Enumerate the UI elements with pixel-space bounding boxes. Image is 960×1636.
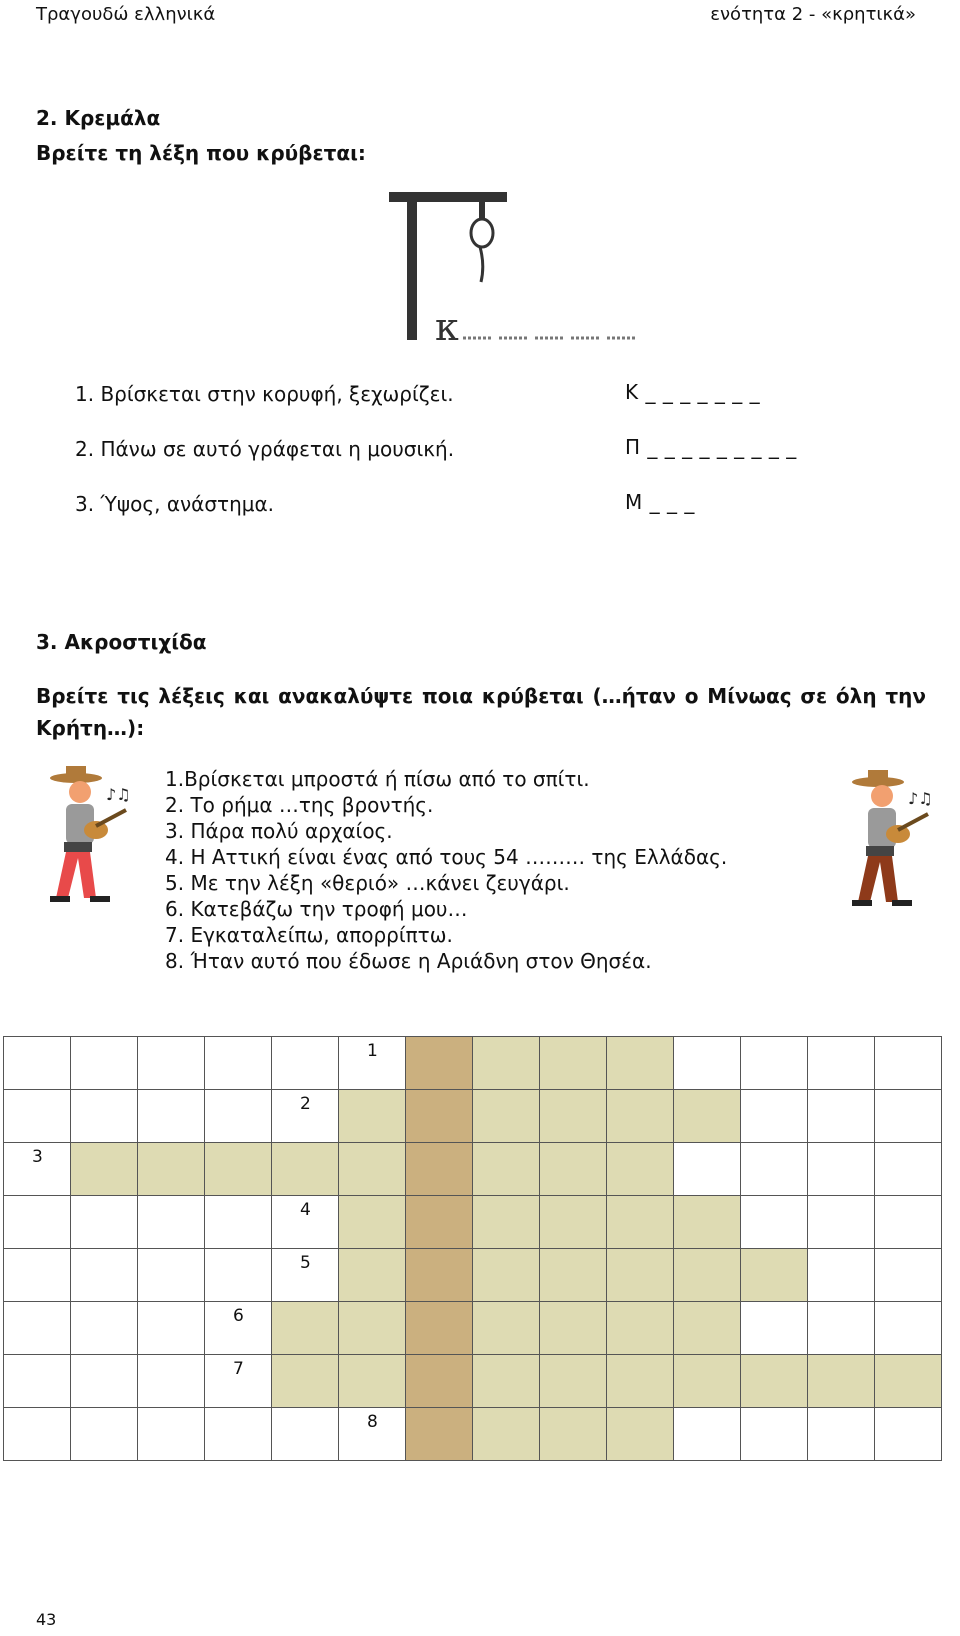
grid-row-number: 6 [233, 1306, 244, 1326]
acrostic-clue-6: 6. Κατεβάζω την τροφή μου… [165, 897, 468, 921]
grid-cell-answer[interactable] [741, 1249, 808, 1302]
hangman-pattern-2: Π _ _ _ _ _ _ _ _ _ [625, 435, 797, 459]
grid-cell-empty [138, 1196, 205, 1249]
grid-cell-empty [808, 1037, 875, 1090]
grid-cell-answer[interactable] [339, 1090, 406, 1143]
grid-row-number: 8 [367, 1412, 378, 1432]
grid-cell-empty [4, 1249, 71, 1302]
musician-left-illustration [34, 764, 134, 908]
acrostic-clue-5: 5. Με την λέξη «θεριό» …κάνει ζευγάρι. [165, 871, 570, 895]
grid-cell-answer[interactable] [473, 1355, 540, 1408]
grid-cell-key[interactable] [406, 1302, 473, 1355]
grid-cell-empty [205, 1355, 272, 1408]
musician-right-illustration [836, 768, 936, 912]
grid-cell-answer[interactable] [339, 1249, 406, 1302]
grid-row-number: 3 [32, 1147, 43, 1167]
grid-cell-empty [808, 1090, 875, 1143]
rope-end [480, 247, 483, 282]
grid-cell-empty [272, 1249, 339, 1302]
acrostic-instruction: Βρείτε τις λέξεις και ανακαλύψτε ποια κρύβεται (…ήταν ο Μίνωας σε όλη την Κρήτη…): [36, 684, 926, 740]
grid-cell-answer[interactable] [339, 1302, 406, 1355]
grid-cell-empty [875, 1408, 942, 1461]
grid-cell-empty [138, 1302, 205, 1355]
grid-cell-answer[interactable] [540, 1143, 607, 1196]
grid-cell-empty [71, 1408, 138, 1461]
grid-cell-empty [875, 1090, 942, 1143]
grid-cell-answer[interactable] [473, 1090, 540, 1143]
grid-cell-answer[interactable] [741, 1355, 808, 1408]
grid-cell-empty [4, 1355, 71, 1408]
grid-cell-empty [339, 1037, 406, 1090]
grid-cell-empty [138, 1355, 205, 1408]
grid-cell-answer[interactable] [540, 1302, 607, 1355]
grid-cell-answer[interactable] [607, 1037, 674, 1090]
grid-row-6 [4, 1302, 942, 1355]
noose-icon [471, 219, 493, 247]
grid-cell-empty [808, 1143, 875, 1196]
acrostic-clue-4: 4. Η Αττική είναι ένας από τους 54 ……… της Ελλάδας. [165, 845, 728, 869]
grid-cell-empty [71, 1249, 138, 1302]
grid-cell-empty [4, 1302, 71, 1355]
acrostic-clue-3: 3. Πάρα πολύ αρχαίος. [165, 819, 393, 843]
hangman-clue-1: 1. Βρίσκεται στην κορυφή, ξεχωρίζει. [75, 382, 454, 406]
grid-cell-empty [205, 1090, 272, 1143]
grid-cell-answer[interactable] [272, 1302, 339, 1355]
grid-cell-empty [272, 1090, 339, 1143]
grid-cell-empty [71, 1037, 138, 1090]
hangman-clue-2: 2. Πάνω σε αυτό γράφεται η μουσική. [75, 437, 455, 461]
grid-cell-empty [674, 1037, 741, 1090]
grid-row-4 [4, 1196, 942, 1249]
grid-cell-empty [205, 1037, 272, 1090]
grid-cell-answer[interactable] [473, 1408, 540, 1461]
grid-cell-answer[interactable] [607, 1143, 674, 1196]
grid-cell-empty [138, 1249, 205, 1302]
grid-cell-answer[interactable] [808, 1355, 875, 1408]
grid-cell-answer[interactable] [71, 1143, 138, 1196]
grid-cell-empty [808, 1408, 875, 1461]
grid-cell-empty [339, 1408, 406, 1461]
grid-cell-empty [808, 1249, 875, 1302]
grid-cell-empty [808, 1196, 875, 1249]
gallows-rope [479, 198, 485, 218]
grid-cell-answer[interactable] [272, 1355, 339, 1408]
grid-cell-answer[interactable] [674, 1355, 741, 1408]
grid-cell-empty [674, 1143, 741, 1196]
grid-row-number: 5 [300, 1253, 311, 1273]
grid-cell-answer[interactable] [540, 1249, 607, 1302]
grid-cell-empty [741, 1143, 808, 1196]
grid-cell-answer[interactable] [339, 1196, 406, 1249]
gallows-beam [389, 192, 507, 202]
hangman-pattern-3: Μ _ _ _ [625, 490, 695, 514]
grid-cell-answer[interactable] [607, 1302, 674, 1355]
grid-cell-answer[interactable] [540, 1090, 607, 1143]
grid-cell-empty [272, 1037, 339, 1090]
grid-cell-empty [875, 1143, 942, 1196]
acrostic-clue-2: 2. Το ρήμα …της βροντής. [165, 793, 434, 817]
page-number: 43 [36, 1610, 57, 1629]
grid-cell-empty [4, 1196, 71, 1249]
grid-row-number: 4 [300, 1200, 311, 1220]
grid-cell-empty [205, 1408, 272, 1461]
hangman-pattern-1: Κ _ _ _ _ _ _ _ [625, 380, 761, 404]
grid-cell-key[interactable] [406, 1249, 473, 1302]
acrostic-clue-1: 1.Βρίσκεται μπροστά ή πίσω από το σπίτι. [165, 767, 590, 791]
grid-cell-answer[interactable] [473, 1037, 540, 1090]
header-left: Τραγουδώ ελληνικά [36, 4, 216, 25]
grid-cell-empty [138, 1037, 205, 1090]
grid-cell-answer[interactable] [473, 1302, 540, 1355]
acrostic-grid [3, 1036, 942, 1461]
grid-row-number: 1 [367, 1041, 378, 1061]
grid-cell-empty [741, 1037, 808, 1090]
acrostic-clue-8: 8. Ήταν αυτό που έδωσε η Αριάδνη στον Θησέα. [165, 949, 652, 973]
grid-cell-empty [741, 1408, 808, 1461]
grid-row-1 [4, 1037, 942, 1090]
grid-cell-key[interactable] [406, 1196, 473, 1249]
grid-cell-empty [741, 1196, 808, 1249]
grid-row-3 [4, 1143, 942, 1196]
grid-cell-empty [205, 1249, 272, 1302]
acrostic-heading: 3. Ακροστιχίδα [36, 630, 207, 654]
grid-cell-empty [71, 1090, 138, 1143]
grid-cell-empty [71, 1302, 138, 1355]
grid-cell-key[interactable] [406, 1408, 473, 1461]
grid-cell-empty [875, 1037, 942, 1090]
grid-cell-empty [875, 1302, 942, 1355]
grid-cell-answer[interactable] [607, 1090, 674, 1143]
grid-cell-empty [71, 1355, 138, 1408]
grid-cell-empty [138, 1090, 205, 1143]
grid-cell-answer[interactable] [473, 1249, 540, 1302]
grid-cell-answer[interactable] [272, 1143, 339, 1196]
grid-cell-answer[interactable] [607, 1196, 674, 1249]
grid-cell-answer[interactable] [473, 1196, 540, 1249]
grid-cell-empty [138, 1408, 205, 1461]
grid-cell-answer[interactable] [607, 1249, 674, 1302]
grid-cell-empty [875, 1196, 942, 1249]
gallows-post [407, 192, 417, 340]
grid-cell-key[interactable] [406, 1037, 473, 1090]
grid-cell-key[interactable] [406, 1143, 473, 1196]
grid-cell-answer[interactable] [339, 1355, 406, 1408]
svg-text:♪♫: ♪♫ [106, 785, 131, 804]
grid-cell-answer[interactable] [473, 1143, 540, 1196]
grid-cell-answer[interactable] [607, 1355, 674, 1408]
grid-cell-answer[interactable] [205, 1143, 272, 1196]
grid-cell-answer[interactable] [540, 1037, 607, 1090]
acrostic-clue-list [165, 766, 727, 974]
grid-cell-key[interactable] [406, 1355, 473, 1408]
grid-cell-empty [272, 1196, 339, 1249]
grid-row-number: 2 [300, 1094, 311, 1114]
grid-cell-answer[interactable] [540, 1196, 607, 1249]
grid-cell-answer[interactable] [674, 1196, 741, 1249]
grid-cell-empty [808, 1302, 875, 1355]
hangman-instruction: Βρείτε τη λέξη που κρύβεται: [36, 141, 366, 165]
grid-cell-empty [4, 1090, 71, 1143]
grid-cell-empty [205, 1302, 272, 1355]
acrostic-clue-7: 7. Εγκαταλείπω, απορρίπτω. [165, 923, 453, 947]
grid-cell-empty [674, 1408, 741, 1461]
grid-cell-answer[interactable] [875, 1355, 942, 1408]
hangman-clue-3: 3. Ύψος, ανάστημα. [75, 492, 275, 516]
hangman-gallows-illustration [385, 190, 655, 350]
grid-cell-answer[interactable] [607, 1408, 674, 1461]
grid-cell-empty [741, 1090, 808, 1143]
grid-cell-answer[interactable] [674, 1090, 741, 1143]
grid-cell-answer[interactable] [540, 1408, 607, 1461]
grid-cell-answer[interactable] [339, 1143, 406, 1196]
grid-cell-empty [4, 1143, 71, 1196]
grid-cell-empty [71, 1196, 138, 1249]
grid-row-8 [4, 1408, 942, 1461]
grid-row-number: 7 [233, 1359, 244, 1379]
svg-text:♪♫: ♪♫ [908, 789, 933, 808]
header-right: ενότητα 2 - «κρητικά» [710, 4, 916, 25]
grid-cell-answer[interactable] [540, 1355, 607, 1408]
grid-row-5 [4, 1249, 942, 1302]
hangman-first-letter: κ [435, 305, 459, 349]
hangman-heading: 2. Κρεμάλα [36, 106, 161, 130]
grid-cell-empty [741, 1302, 808, 1355]
grid-cell-empty [205, 1196, 272, 1249]
grid-cell-empty [875, 1249, 942, 1302]
grid-cell-empty [4, 1037, 71, 1090]
grid-row-2 [4, 1090, 942, 1143]
grid-cell-answer[interactable] [674, 1302, 741, 1355]
grid-cell-empty [4, 1408, 71, 1461]
grid-cell-answer[interactable] [674, 1249, 741, 1302]
grid-row-7 [4, 1355, 942, 1408]
grid-cell-empty [272, 1408, 339, 1461]
grid-cell-key[interactable] [406, 1090, 473, 1143]
grid-cell-answer[interactable] [138, 1143, 205, 1196]
